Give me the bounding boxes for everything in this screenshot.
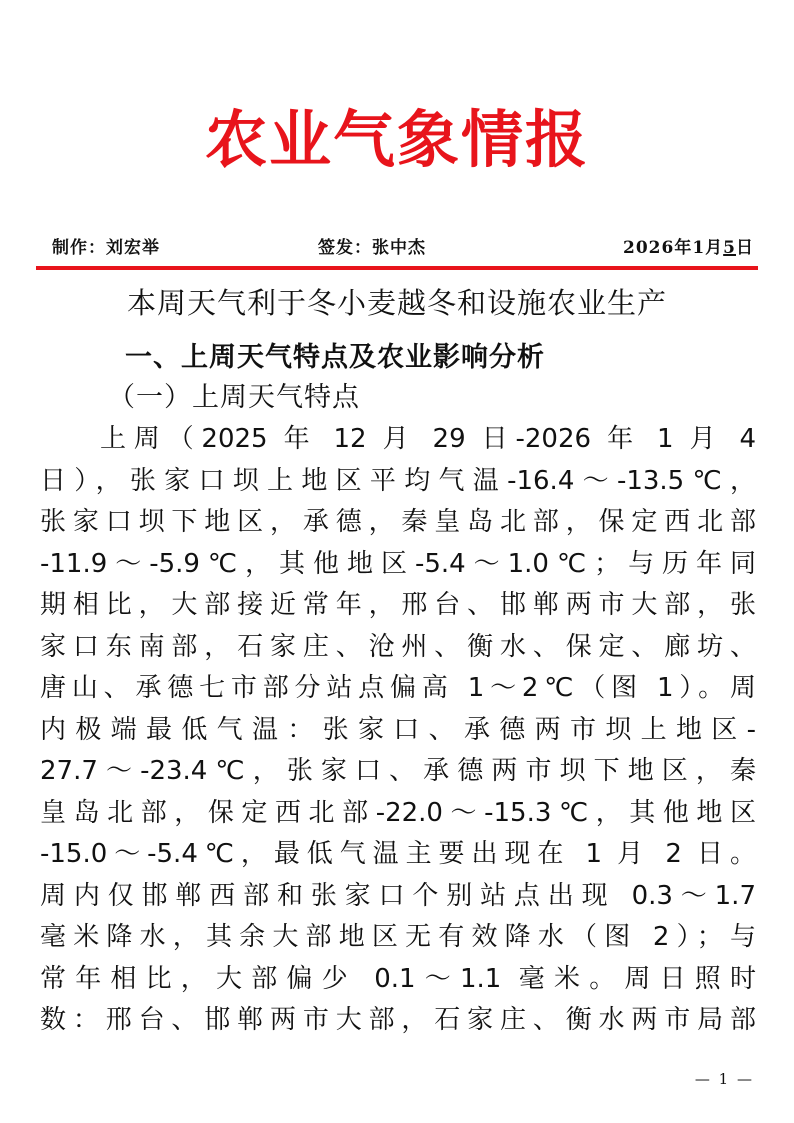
body-line: 数：邢台、邯郸两市大部，石家庄、衡水两市局部 — [40, 1005, 756, 1035]
masthead-title: 农业气象情报 — [204, 103, 589, 176]
body-line: 上周（2025 年 12 月 29 日-2026 年 1 月 4 — [100, 424, 756, 454]
report-headline: 本周天气利于冬小麦越冬和设施农业生产 — [126, 286, 667, 320]
body-line: 内极端最低气温：张家口、承德两市坝上地区- — [40, 714, 756, 745]
body-line: 期相比，大部接近常年，邢台、邯郸两市大部，张 — [40, 590, 756, 620]
subsection-title: （一）上周天气特点 — [108, 382, 360, 413]
body-line: -15.0～-5.4℃，最低气温主要出现在 1 月 2 日。 — [40, 839, 756, 869]
body-line: 家口东南部，石家庄、沧州、衡水、保定、廊坊、 — [40, 631, 756, 662]
body-line: 日），张家口坝上地区平均气温-16.4～-13.5℃， — [40, 465, 756, 496]
body-paragraph — [40, 419, 756, 1042]
body-line: 唐山、承德七市部分站点偏高 1～2℃（图 1）。周 — [40, 673, 756, 703]
issue-date — [623, 234, 754, 262]
body-line: 27.7～-23.4℃，张家口、承德两市坝下地区，秦 — [40, 756, 756, 786]
body-line: 常年相比，大部偏少 0.1～1.1 毫米。周日照时 — [40, 963, 756, 994]
section-title: 一、上周天气特点及农业影响分析 — [125, 342, 545, 373]
body-line: -11.9～-5.9℃，其他地区-5.4～1.0℃；与历年同 — [40, 548, 756, 579]
header-divider — [36, 266, 758, 270]
editor-credit: 制作：刘宏举 — [52, 238, 160, 258]
issue-date-prefix: 2026年1月 — [623, 238, 724, 258]
signer-credit: 签发：张中杰 — [318, 238, 426, 258]
issue-date-suffix: 日 — [736, 238, 754, 258]
body-line: 张家口坝下地区，承德，秦皇岛北部，保定西北部 — [40, 507, 756, 537]
body-line: 周内仅邯郸西部和张家口个别站点出现 0.3～1.7 — [40, 880, 756, 911]
body-line: 皇岛北部，保定西北部-22.0～-15.3℃，其他地区 — [40, 797, 756, 828]
page-number: — 1 — — [694, 1070, 754, 1088]
issue-date-day: 5 — [723, 238, 736, 258]
body-line: 毫米降水，其余大部地区无有效降水（图 2）；与 — [40, 922, 756, 952]
